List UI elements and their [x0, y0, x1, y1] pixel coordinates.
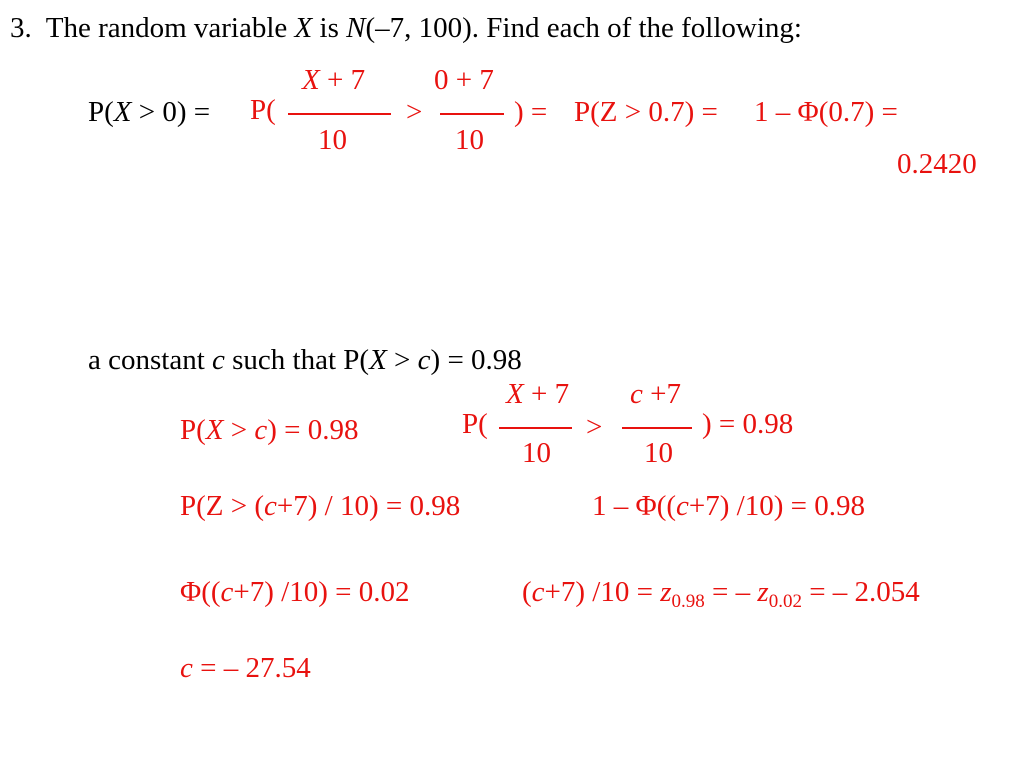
problem-statement — [10, 14, 802, 43]
step-6: (c+7) $/10 = z_{0.98}$ = – $z_{0.02}$ = – 2.054 — [522, 576, 920, 612]
step-7-result: c = – 27.54 — [180, 652, 311, 684]
step-2-close: ) = 0.98 — [702, 408, 794, 440]
part-a-close-eq: ) = — [514, 96, 548, 128]
variable-x: X — [294, 12, 313, 44]
step-3: P(Z > (c+7) / 10) = 0.98 — [180, 490, 461, 522]
step-1: P(X > c) = 0.98 — [180, 414, 359, 446]
part-b-prompt: a constant c such that P(X > c) = 0.98 — [88, 344, 522, 376]
frac2-denominator: 10 — [455, 124, 484, 156]
part-a-z-prob: P(Z > 0.7) = — [574, 96, 718, 128]
subscript-098: 0.98 — [671, 591, 705, 612]
subscript-002: 0.02 — [768, 591, 802, 612]
part-a-answer: 0.2420 — [897, 148, 977, 180]
distribution-n: N — [346, 12, 366, 44]
intro-text-3: (–7, 100). Find each of the following: — [365, 12, 802, 44]
lhs-x: X — [113, 96, 132, 128]
part-a-lhs: P(X > 0) = — [88, 96, 211, 128]
step-2-bar1 — [499, 427, 572, 429]
intro-text-2: is — [312, 12, 347, 44]
problem-number: 3. — [10, 12, 32, 44]
frac2-numerator: 0 + 7 — [434, 64, 494, 96]
frac1-bar — [288, 113, 391, 115]
step-2-num2: c +7 — [630, 378, 681, 410]
frac1-denominator: 10 — [318, 124, 347, 156]
intro-text-1: The random variable — [45, 12, 295, 44]
step-2-num1: X + 7 — [506, 378, 570, 410]
step-2-p-open: P( — [462, 408, 488, 440]
part-a-gt: > — [406, 96, 423, 128]
part-a-complement: 1 – Φ(0.7) = — [754, 96, 898, 128]
step-4: 1 – Φ((c+7) /10) = 0.98 — [592, 490, 865, 522]
frac2-bar — [440, 113, 504, 115]
step-2-bar2 — [622, 427, 692, 429]
step-2-gt: > — [586, 411, 603, 443]
step-2-den1: 10 — [522, 437, 551, 469]
part-a-p-open: P( — [250, 94, 276, 126]
step-5: Φ((c+7) /10) = 0.02 — [180, 576, 410, 608]
frac1-numerator: X + 7 — [302, 64, 366, 96]
step-2-den2: 10 — [644, 437, 673, 469]
